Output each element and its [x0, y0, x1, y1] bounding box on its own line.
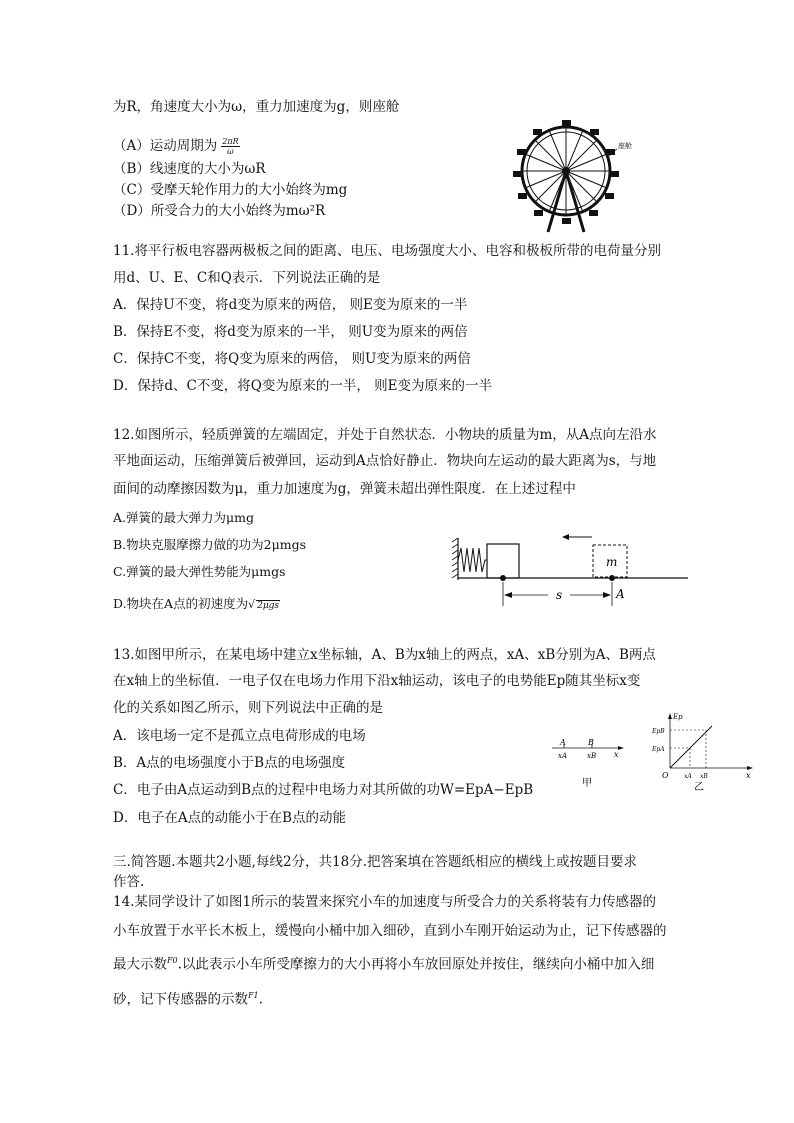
q12-option-d: D.物块在A点的初速度为√ 2μgs — [113, 596, 280, 611]
q14-line3-start: 最大示数 — [113, 956, 167, 973]
spring-block-figure — [452, 530, 692, 610]
q11-option-a: A．保持U不变，将d变为原来的两倍， 则E变为原来的一半 — [113, 297, 468, 313]
mass-label: m — [606, 555, 618, 569]
arrow-left-icon — [562, 534, 569, 540]
ferris-wheel-figure — [512, 116, 642, 234]
q14-line2: 小车放置于水平长木板上，缓慢向小桶中加入细砂，直到小车刚开始运动为止，记下传感器的 — [113, 923, 667, 939]
x-axis-label: x — [746, 771, 751, 780]
spring — [458, 548, 487, 572]
point-a-label: A — [560, 738, 566, 747]
q10-option-c: （C）受摩天轮作用力的大小始终为mg — [113, 182, 348, 198]
q10-intro: 为R，角速度大小为ω，重力加速度为g，则座舱 — [113, 99, 400, 115]
q10-option-d: （D）所受合力的大小始终为mω²R — [113, 203, 326, 219]
q13-option-b: B．A点的电场强度小于B点的电场强度 — [113, 755, 346, 771]
q11-option-c: C．保持C不变，将Q变为原来的两倍， 则U变为原来的两倍 — [113, 351, 471, 367]
sqrt-expression: 2μgs — [257, 601, 280, 611]
q11-stem-line2: 用d、U、E、C和Q表示．下列说法正确的是 — [113, 270, 381, 286]
point-b-label: B — [588, 738, 594, 747]
q11-option-d: D．保持d、C不变，将Q变为原来的一半， 则E变为原来的一半 — [113, 378, 493, 394]
epb-label: EpB — [652, 728, 665, 735]
q14-line4-start: 砂，记下传感器的示数 — [113, 991, 248, 1008]
xa-tick-label: xA — [684, 773, 692, 780]
figure-caption-yi: 乙 — [694, 782, 704, 793]
q12-stem-line1: 12.如图所示，轻质弹簧的左端固定，并处于自然状态．小物块的质量为m，从A点向左沿水 — [113, 427, 657, 443]
q14-line3 — [113, 952, 654, 974]
x-axis-label: x — [614, 750, 619, 759]
q10-option-a — [113, 137, 240, 156]
q10-option-a-text: （A）运动周期为 — [113, 138, 218, 154]
origin-label: O — [662, 771, 669, 780]
seat-label: 座舱 — [618, 142, 632, 150]
figure-yi-graph — [650, 710, 760, 792]
q14-line1: 14.某同学设计了如图1所示的装置来探究小车的加速度与所受合力的关系将装有力传感器的 — [113, 894, 657, 910]
q10-option-b: （B）线速度的大小为ωR — [113, 161, 266, 177]
q12-option-c: C.弹簧的最大弹性势能为μmgs — [113, 564, 286, 579]
q13-stem-line2: 在x轴上的坐标值．一电子仅在电场力作用下沿x轴运动，该电子的电势能Ep随其坐标x变 — [113, 673, 641, 689]
block-at-rest — [487, 544, 519, 578]
ep-axis-label: Ep — [673, 713, 683, 721]
q12-option-d-text: D.物块在A点的初速度为 — [113, 596, 249, 611]
f0-symbol: F0 — [167, 956, 178, 965]
q14-line4 — [113, 987, 263, 1009]
q13-stem-line1: 13.如图甲所示，在某电场中建立x坐标轴，A、B为x轴上的两点，xA、xB分别为A、B两点 — [113, 647, 656, 663]
figure-caption-jia: 甲 — [582, 778, 592, 789]
fraction-numerator: 2πR — [222, 137, 239, 146]
section3-line1: 三.简答题.本题共2小题,每线2分，共18分.把答案填在答题纸相应的横线上或按题目要求 — [113, 854, 638, 870]
fraction-denominator: ω — [227, 147, 234, 156]
q12-option-a: A.弹簧的最大弹力为μmg — [113, 510, 254, 525]
q12-option-b: B.物块克服摩擦力做的功为2μmgs — [113, 537, 307, 552]
xb-label: xB — [587, 752, 597, 760]
distance-label: s — [556, 588, 563, 602]
q14-line4-end: . — [258, 991, 263, 1008]
xa-label: xA — [558, 752, 568, 760]
q12-stem-line3: 面间的动摩擦因数为μ，重力加速度为g，弹簧未超出弹性限度．在上述过程中 — [113, 481, 576, 497]
section3-line2: 作答. — [113, 874, 145, 890]
q14-line3-end: .以此表示小车所受摩擦力的大小再将小车放回原处并按住，继续向小桶中加入细 — [177, 956, 655, 973]
q13-option-d: D．电子在A点的动能小于在B点的动能 — [113, 810, 346, 826]
xb-tick-label: xB — [700, 773, 708, 780]
q12-stem-line2: 平地面运动，压缩弹簧后被弹回，运动到A点恰好静止．物块向左运动的最大距离为s，与地 — [113, 453, 657, 469]
q11-stem-line1: 11.将平行板电容器两极板之间的距离、电压、电场强度大小、电容和极板所带的电荷量分别 — [113, 243, 661, 259]
q10-option-a-fraction — [221, 137, 239, 156]
q13-stem-line3: 化的关系如图乙所示，则下列说法中正确的是 — [113, 700, 383, 716]
f1-symbol: F1 — [248, 991, 259, 1000]
q13-option-a: A．该电场一定不是孤立点电荷形成的电场 — [113, 728, 366, 744]
figure-jia-axis — [550, 736, 630, 792]
epa-label: EpA — [652, 746, 665, 753]
point-a-label: A — [616, 587, 625, 601]
q11-option-b: B．保持E不变，将d变为原来的一半， 则U变为原来的两倍 — [113, 324, 468, 340]
q13-option-c: C．电子由A点运动到B点的过程中电场力对其所做的功W=EpA−EpB — [113, 782, 534, 798]
